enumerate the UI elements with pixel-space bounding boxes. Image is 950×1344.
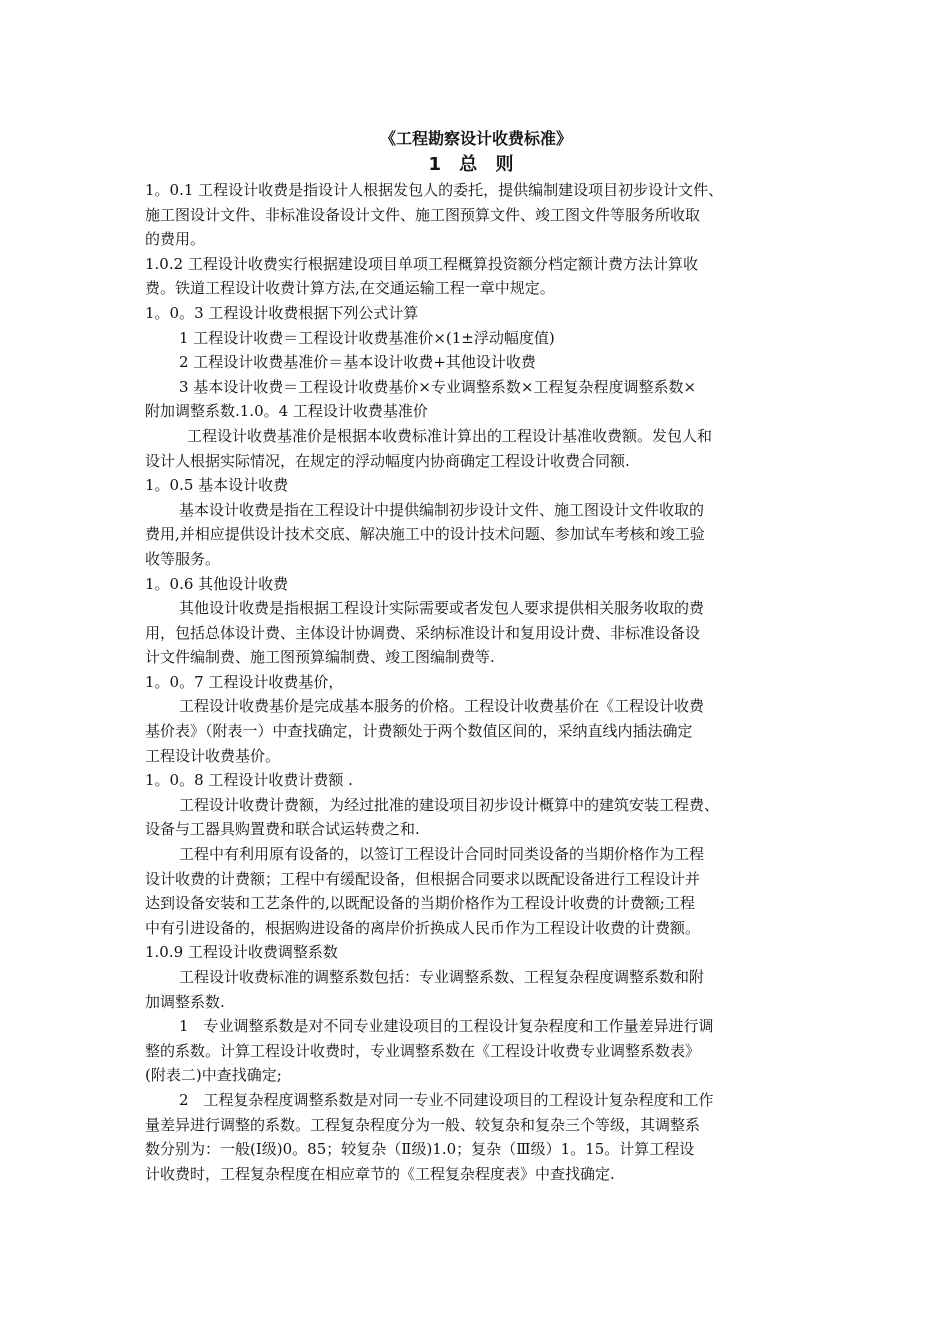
text-line: 其他设计收费是指根据工程设计实际需要或者发包人要求提供相关服务收取的费 (179, 599, 705, 618)
text-line: 达到设备安装和工艺条件的,以既配设备的当期价格作为工程设计收费的计费额;工程 (145, 894, 695, 913)
document-title: 《工程勘察设计收费标准》 (379, 129, 572, 148)
text-line: 整的系数。计算工程设计收费时，专业调整系数在《工程设计收费专业调整系数表》 (145, 1041, 701, 1060)
text-line: 1。0.5 基本设计收费 (145, 476, 289, 495)
document-page (145, 126, 817, 1186)
document-body (145, 178, 817, 1186)
text-line: 工程设计收费基价是完成基本服务的价格。工程设计收费基价在《工程设计收费 (179, 697, 705, 716)
text-line: 用，包括总体设计费、主体设计协调费、采纳标准设计和复用设计费、非标准设备设 (145, 623, 701, 642)
text-line: 1.0.9 工程设计收费调整系数 (145, 943, 338, 962)
text-line: 设计收费的计费额；工程中有缓配设备，但根据合同要求以既配设备进行工程设计并 (145, 869, 701, 888)
text-line: 工程设计收费基价。 (145, 746, 281, 765)
text-line: 计收费时，工程复杂程度在相应章节的《工程复杂程度表》中查找确定. (145, 1164, 615, 1183)
text-line: 工程设计收费标准的调整系数包括：专业调整系数、工程复杂程度调整系数和附 (179, 968, 705, 986)
text-line: 1。0。7 工程设计收费基价， (145, 672, 344, 691)
text-line: 计文件编制费、施工图预算编制费、竣工图编制费等. (145, 648, 495, 667)
text-line: 费用,并相应提供设计技术交底、解决施工中的设计技术问题、参加试车考核和竣工验 (145, 525, 705, 544)
text-line: 的费用。 (145, 230, 206, 249)
text-line: 工程设计收费基准价是根据本收费标准计算出的工程设计基准收费额。发包人和 (187, 426, 713, 445)
text-line: 量差异进行调整的系数。工程复杂程度分为一般、较复杂和复杂三个等级，其调整系 (145, 1115, 701, 1134)
text-line: 中有引进设备的，根据购进设备的离岸价折换成人民币作为工程设计收费的计费额。 (145, 918, 701, 937)
text-line: 收等服务。 (145, 549, 221, 568)
text-line: 基价表》（附表一）中查找确定，计费额处于两个数值区间的，采纳直线内插法确定 (145, 722, 693, 741)
text-line: 2 工程复杂程度调整系数是对同一专业不同建设项目的工程设计复杂程度和工作 (179, 1090, 714, 1109)
text-line: 1 工程设计收费＝工程设计收费基准价×(1±浮动幅度值) (179, 328, 555, 347)
text-line: 1。0.1 工程设计收费是指设计人根据发包人的委托，提供编制建设项目初步设计文件、 (145, 181, 724, 199)
text-line: 1 专业调整系数是对不同专业建设项目的工程设计复杂程度和工作量差异进行调 (179, 1017, 714, 1036)
text-line: 1。0.6 其他设计收费 (145, 574, 289, 593)
text-line: 1.0.2 工程设计收费实行根据建设项目单项工程概算投资额分档定额计费方法计算收 (145, 254, 698, 273)
text-line: 施工图设计文件、非标准设备设计文件、施工图预算文件、竣工图文件等服务所收取 (145, 205, 701, 224)
text-line: 工程设计收费计费额，为经过批准的建设项目初步设计概算中的建筑安装工程费、 (179, 795, 720, 814)
text-line: 1。0。3 工程设计收费根据下列公式计算 (145, 303, 419, 322)
text-line: 基本设计收费是指在工程设计中提供编制初步设计文件、施工图设计文件收取的 (179, 500, 705, 519)
chapter-title: 1 总 则 (428, 154, 520, 175)
text-line: 1。0。8 工程设计收费计费额 . (145, 771, 353, 790)
text-line: 2 工程设计收费基准价＝基本设计收费+其他设计收费 (179, 353, 536, 372)
text-line: 加调整系数. (145, 992, 225, 1011)
text-line: 设备与工器具购置费和联合试运转费之和. (145, 820, 420, 839)
text-line: 费。铁道工程设计收费计算方法,在交通运输工程一章中规定。 (145, 279, 555, 298)
text-line: 数分别为：一般(Ⅰ级)0。85；较复杂（Ⅱ级)1.0；复杂（Ⅲ级）1。15。计算工程设 (145, 1140, 695, 1159)
text-line: (附表二)中查找确定; (145, 1066, 282, 1085)
text-line: 3 基本设计收费＝工程设计收费基价×专业调整系数×工程复杂程度调整系数× (179, 377, 697, 396)
text-line: 设计人根据实际情况，在规定的浮动幅度内协商确定工程设计收费合同额. (145, 451, 630, 470)
text-line: 附加调整系数.1.0。4 工程设计收费基准价 (145, 402, 428, 421)
text-line: 工程中有利用原有设备的，以签订工程设计合同时同类设备的当期价格作为工程 (179, 845, 705, 864)
